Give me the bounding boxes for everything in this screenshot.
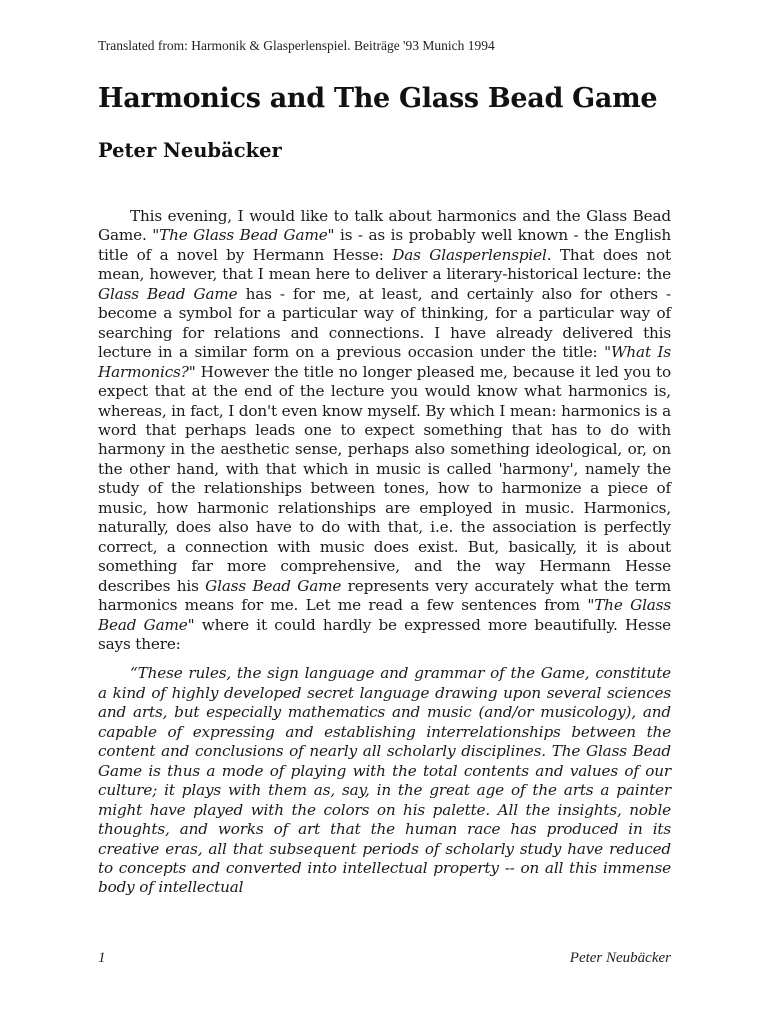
footer-author: Peter Neubäcker [569,950,671,966]
italic-title: What Is Harmonics? [98,343,671,381]
page-title: Harmonics and The Glass Bead Game [98,83,658,114]
page-number: 1 [98,950,106,966]
paragraph-intro: This evening, I would like to talk about harmonics and the Glass Bead Game. "The Glass Bead Game" is - as is probably well known - the English title of a novel by Hermann Hesse: Das Glasperlenspiel. That does not mean, however, that I mean here to deliver a literary-historical lecture: the Glass Bead Game has - for me, at least, and certainly also for others - become a symbol for a particular way of thinking, for a particular way of searching for relations and connections. I have already delivered this lecture in a similar form on a previous occasion under the title: "What Is Harmonics?" However the title no longer pleased me, because it led you to expect that at the end of the lecture you would know what harmonics is, whereas, in fact, I don't even know myself. By which I mean: harmonics is a word that perhaps leads one to expect something that has to do with harmony in the aesthetic sense, perhaps also something ideological, or, on the other hand, with that which in music is called 'harmony', namely the study of the relationships between tones, how to harmonize a piece of music, how harmonic relationships are employed in music. Harmonics, naturally, does also have to do with that, i.e. the association is perfectly correct, a connection with music does exist. But, basically, it is about something far more comprehensive, and the way Hermann Hesse describes his Glass Bead Game represents very accurately what the term harmonics means for me. Let me read a few sentences from "The Glass Bead Game" where it could hardly be expressed more beautifully. Hesse says there: [98,207,672,653]
document-page [98,0,671,1024]
article-body [98,207,671,898]
source-note: Translated from: Harmonik & Glasperlenspiel. Beiträge '93 Munich 1994 [98,38,495,53]
page-footer [98,950,671,967]
italic-title: The Glass Bead Game [98,596,671,634]
italic-title: Glass Bead Game [98,284,238,303]
italic-title: Glass Bead Game [205,576,342,595]
author-name: Peter Neubäcker [98,139,282,162]
hesse-quote: “These rules, the sign language and grammar of the Game, constitute a kind of highly developed secret language drawing upon several sciences and arts, but especially mathematics and music (and/or musicology), and capable of expressing and establishing interrelationships between the content and conclusions of nearly all scholarly disciplines. The Glass Bead Game is thus a mode of playing with the total contents and values of our culture; it plays with them as, say, in the great age of the arts a painter might have played with the colors on his palette. All the insights, noble thoughts, and works of art that the human race has produced in its creative eras, all that subsequent periods of scholarly study have reduced to concepts and converted into intellectual property -- on all this immense body of intellectual [98,664,671,897]
italic-title: Das Glasperlenspiel [392,245,547,264]
italic-title: The Glass Bead Game [159,226,328,245]
